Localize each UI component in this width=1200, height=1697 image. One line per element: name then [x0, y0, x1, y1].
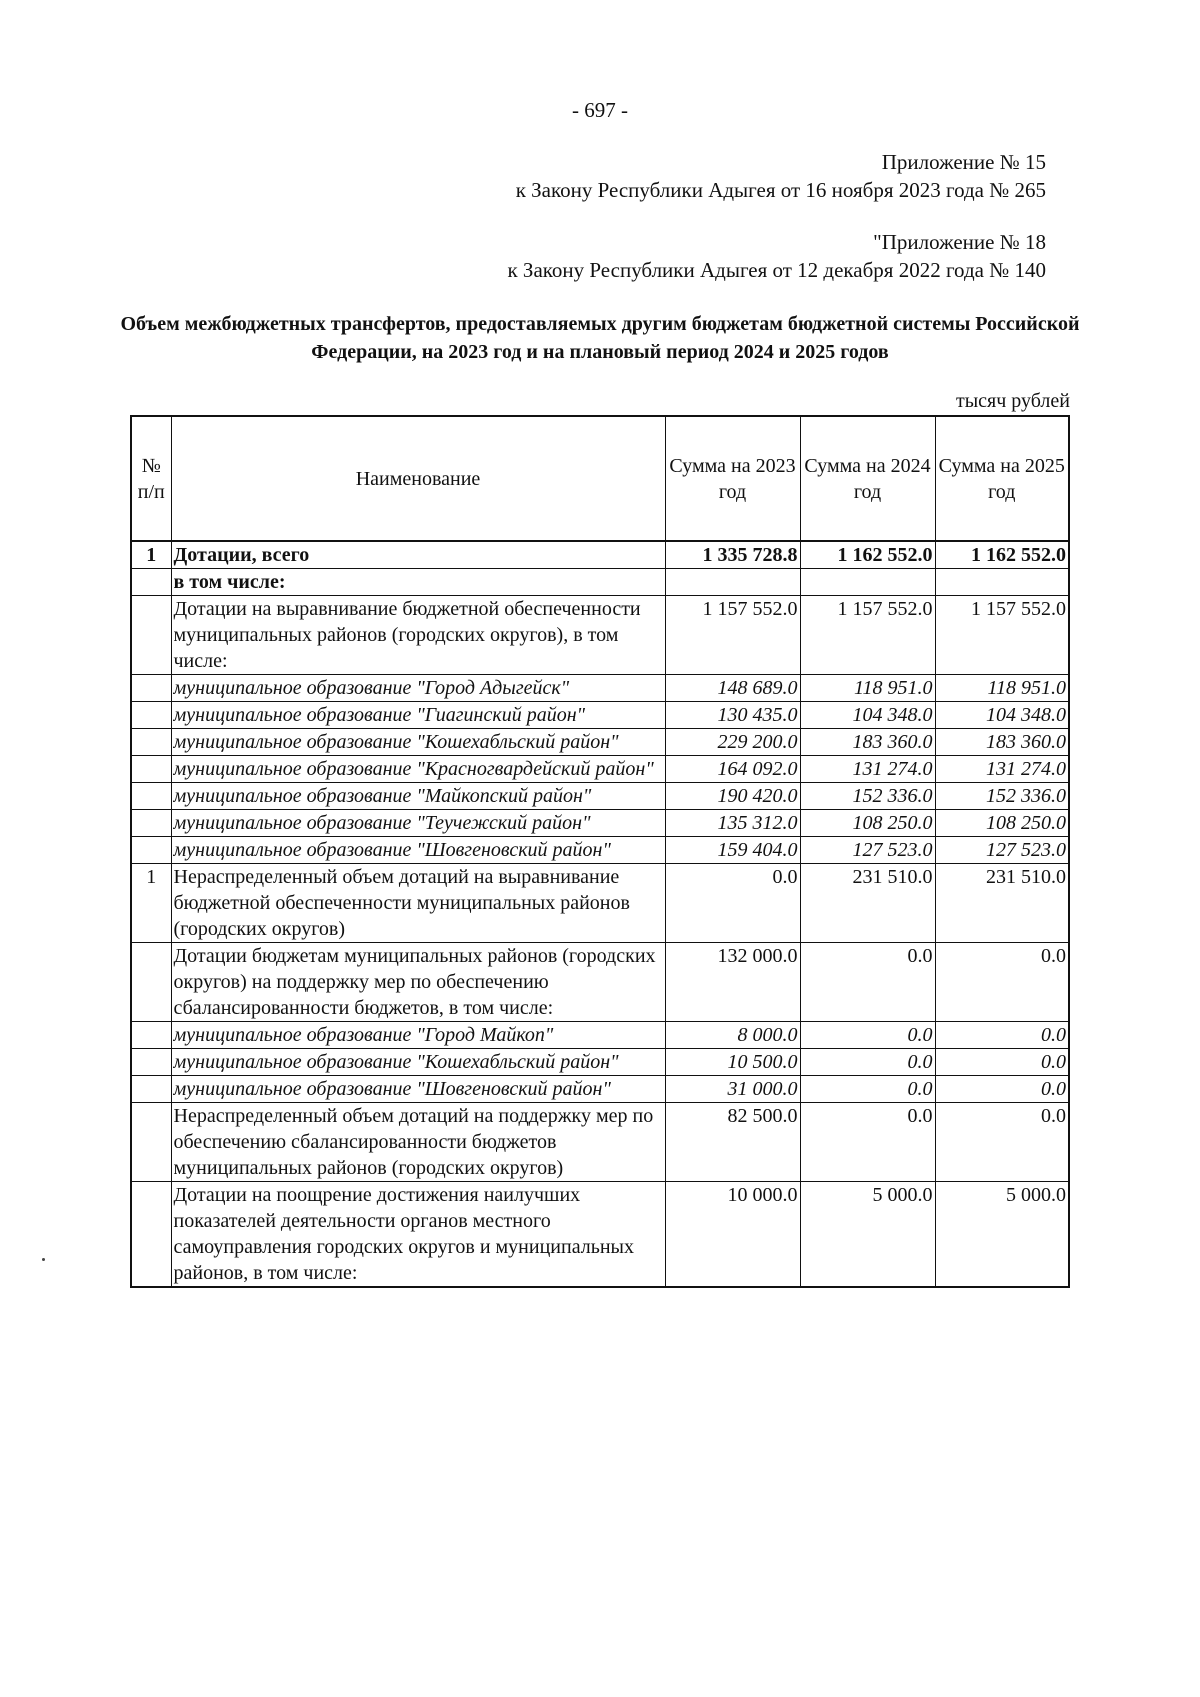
cell-name: Дотации на поощрение достижения наилучших показателей деятельности органов местного самоуправления городских округов и муниципальных районов, в том числе: — [171, 1182, 665, 1288]
cell-2025: 0.0 — [935, 1076, 1069, 1103]
cell-2023: 1 335 728.8 — [665, 541, 800, 569]
cell-2024: 131 274.0 — [800, 756, 935, 783]
cell-2025: 108 250.0 — [935, 810, 1069, 837]
appendix-title: Приложение № 15 — [881, 150, 1046, 174]
cell-num — [131, 1182, 171, 1288]
table-header-row — [131, 416, 1069, 541]
cell-name: в том числе: — [171, 569, 665, 596]
table-row — [131, 1076, 1069, 1103]
cell-2023: 8 000.0 — [665, 1022, 800, 1049]
header-2023: Сумма на 2023 год — [665, 416, 800, 541]
cell-2024: 1 162 552.0 — [800, 541, 935, 569]
cell-name: муниципальное образование "Майкопский район" — [171, 783, 665, 810]
cell-num — [131, 810, 171, 837]
cell-2023: 132 000.0 — [665, 943, 800, 1022]
cell-name: муниципальное образование "Красногвардейский район" — [171, 756, 665, 783]
cell-2025: 1 162 552.0 — [935, 541, 1069, 569]
cell-num — [131, 702, 171, 729]
cell-2023: 0.0 — [665, 864, 800, 943]
cell-2023: 229 200.0 — [665, 729, 800, 756]
header-name: Наименование — [171, 416, 665, 541]
amended-appendix-law-reference: к Закону Республики Адыгея от 12 декабря 2022 года № 140 — [507, 258, 1046, 282]
table-row — [131, 541, 1069, 569]
cell-2023: 82 500.0 — [665, 1103, 800, 1182]
cell-num — [131, 1049, 171, 1076]
cell-2023 — [665, 569, 800, 596]
table-row — [131, 596, 1069, 675]
document-title: Объем межбюджетных трансфертов, предоставляемых другим бюджетам бюджетной системы Российской Федерации, на 2023 год и на плановый период 2024 и 2025 годов — [120, 313, 1080, 363]
cell-num: 1 — [131, 541, 171, 569]
cell-2024: 152 336.0 — [800, 783, 935, 810]
cell-num — [131, 783, 171, 810]
cell-2023: 148 689.0 — [665, 675, 800, 702]
table-row — [131, 569, 1069, 596]
cell-2024: 183 360.0 — [800, 729, 935, 756]
cell-num — [131, 569, 171, 596]
table-row — [131, 810, 1069, 837]
cell-2024: 0.0 — [800, 943, 935, 1022]
table-row — [131, 1182, 1069, 1288]
cell-2025: 231 510.0 — [935, 864, 1069, 943]
cell-2024: 0.0 — [800, 1103, 935, 1182]
table-row — [131, 1022, 1069, 1049]
cell-name: муниципальное образование "Кошехабльский район" — [171, 729, 665, 756]
cell-num — [131, 756, 171, 783]
cell-name: муниципальное образование "Гиагинский район" — [171, 702, 665, 729]
cell-2024: 231 510.0 — [800, 864, 935, 943]
cell-2024: 104 348.0 — [800, 702, 935, 729]
cell-num — [131, 675, 171, 702]
cell-name: муниципальное образование "Город Майкоп" — [171, 1022, 665, 1049]
page-number: - 697 - — [572, 98, 628, 122]
cell-2025: 5 000.0 — [935, 1182, 1069, 1288]
cell-num — [131, 596, 171, 675]
cell-name: муниципальное образование "Теучежский район" — [171, 810, 665, 837]
cell-2025: 127 523.0 — [935, 837, 1069, 864]
cell-2025: 131 274.0 — [935, 756, 1069, 783]
header-2025: Сумма на 2025 год — [935, 416, 1069, 541]
cell-name: Нераспределенный объем дотаций на выравнивание бюджетной обеспеченности муниципальных районов (городских округов) — [171, 864, 665, 943]
cell-2023: 10 500.0 — [665, 1049, 800, 1076]
cell-2025: 0.0 — [935, 1103, 1069, 1182]
cell-name: Дотации на выравнивание бюджетной обеспеченности муниципальных районов (городских округов), в том числе: — [171, 596, 665, 675]
cell-2025 — [935, 569, 1069, 596]
table-row — [131, 1049, 1069, 1076]
cell-2023: 135 312.0 — [665, 810, 800, 837]
cell-2025: 0.0 — [935, 1022, 1069, 1049]
cell-2024: 127 523.0 — [800, 837, 935, 864]
table-row — [131, 943, 1069, 1022]
header-2024: Сумма на 2024 год — [800, 416, 935, 541]
cell-2023: 190 420.0 — [665, 783, 800, 810]
table-body — [131, 541, 1069, 1287]
table-row — [131, 675, 1069, 702]
cell-num — [131, 1022, 171, 1049]
table-row — [131, 1103, 1069, 1182]
appendix-law-reference: к Закону Республики Адыгея от 16 ноября 2023 года № 265 — [515, 178, 1046, 202]
cell-2024: 0.0 — [800, 1076, 935, 1103]
cell-name: муниципальное образование "Шовгеновский район" — [171, 837, 665, 864]
cell-2024: 0.0 — [800, 1022, 935, 1049]
cell-2025: 0.0 — [935, 943, 1069, 1022]
transfers-table — [130, 415, 1070, 1288]
cell-2023: 164 092.0 — [665, 756, 800, 783]
cell-2024: 108 250.0 — [800, 810, 935, 837]
cell-num — [131, 1103, 171, 1182]
cell-name: Дотации, всего — [171, 541, 665, 569]
cell-num: 1 — [131, 864, 171, 943]
table-row — [131, 702, 1069, 729]
cell-name: Нераспределенный объем дотаций на поддержку мер по обеспечению сбалансированности бюджетов муниципальных районов (городских округов) — [171, 1103, 665, 1182]
cell-2025: 152 336.0 — [935, 783, 1069, 810]
cell-2025: 104 348.0 — [935, 702, 1069, 729]
cell-num — [131, 1076, 171, 1103]
table-row — [131, 756, 1069, 783]
cell-2024 — [800, 569, 935, 596]
cell-2024: 5 000.0 — [800, 1182, 935, 1288]
cell-2023: 10 000.0 — [665, 1182, 800, 1288]
cell-name: муниципальное образование "Кошехабльский район" — [171, 1049, 665, 1076]
cell-name: муниципальное образование "Город Адыгейск" — [171, 675, 665, 702]
cell-2023: 31 000.0 — [665, 1076, 800, 1103]
cell-2023: 159 404.0 — [665, 837, 800, 864]
table-row — [131, 864, 1069, 943]
cell-num — [131, 943, 171, 1022]
unit-label: тысяч рублей — [955, 390, 1070, 412]
table-row — [131, 837, 1069, 864]
amended-appendix-title: "Приложение № 18 — [873, 230, 1046, 254]
cell-2025: 118 951.0 — [935, 675, 1069, 702]
cell-2025: 0.0 — [935, 1049, 1069, 1076]
cell-2024: 1 157 552.0 — [800, 596, 935, 675]
cell-2025: 183 360.0 — [935, 729, 1069, 756]
cell-2025: 1 157 552.0 — [935, 596, 1069, 675]
scan-speck — [42, 1258, 45, 1261]
cell-2024: 118 951.0 — [800, 675, 935, 702]
cell-2023: 130 435.0 — [665, 702, 800, 729]
cell-name: муниципальное образование "Шовгеновский район" — [171, 1076, 665, 1103]
header-num: № п/п — [131, 416, 171, 541]
transfers-table-container — [130, 415, 1068, 1288]
cell-num — [131, 837, 171, 864]
table-row — [131, 783, 1069, 810]
table-row — [131, 729, 1069, 756]
cell-2023: 1 157 552.0 — [665, 596, 800, 675]
cell-name: Дотации бюджетам муниципальных районов (городских округов) на поддержку мер по обеспечению сбалансированности бюджетов, в том числе: — [171, 943, 665, 1022]
cell-2024: 0.0 — [800, 1049, 935, 1076]
cell-num — [131, 729, 171, 756]
